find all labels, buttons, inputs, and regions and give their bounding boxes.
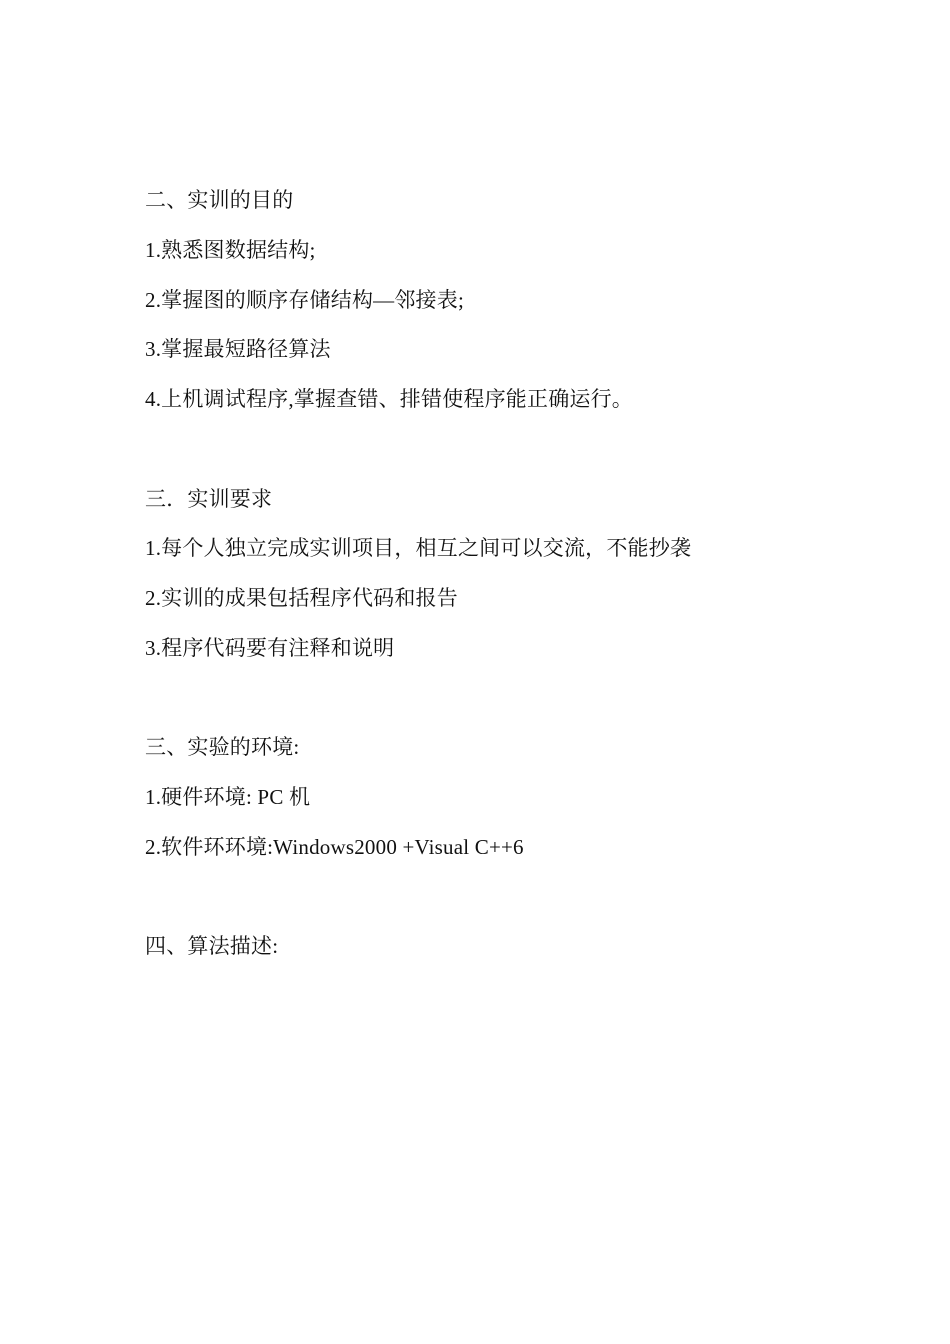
purpose-item-2: 2.掌握图的顺序存储结构—邻接表; <box>145 288 464 312</box>
requirements-item-3: 3.程序代码要有注释和说明 <box>145 636 395 660</box>
purpose-item-4: 4.上机调试程序,掌握查错、排错使程序能正确运行。 <box>145 387 633 411</box>
purpose-item-1: 1.熟悉图数据结构; <box>145 238 316 262</box>
section-heading-environment: 三、实验的环境: <box>145 735 300 759</box>
section-heading-purpose: 二、实训的目的 <box>145 188 294 212</box>
requirements-item-2: 2.实训的成果包括程序代码和报告 <box>145 586 458 610</box>
requirements-item-1: 1.每个人独立完成实训项目，相互之间可以交流，不能抄袭 <box>145 536 692 560</box>
purpose-item-3: 3.掌握最短路径算法 <box>145 337 331 361</box>
environment-item-2: 2.软件环环境:Windows2000 +Visual C++6 <box>145 835 524 859</box>
section-heading-requirements: 三．实训要求 <box>145 487 273 511</box>
environment-item-1: 1.硬件环境: PC 机 <box>145 785 311 809</box>
section-heading-algorithm: 四、算法描述: <box>145 934 279 958</box>
